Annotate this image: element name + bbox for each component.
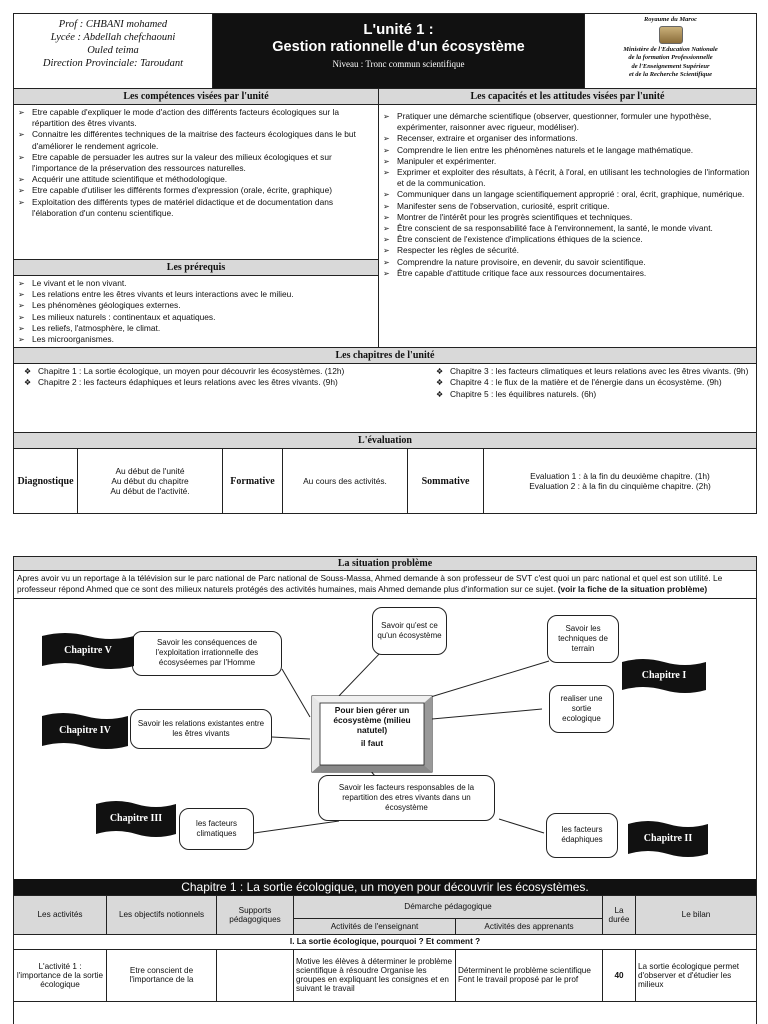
sommative-label: Sommative: [408, 449, 484, 513]
bubble-relations: Savoir les relations existantes entre les êtres vivants: [130, 709, 272, 749]
cell-apprenants: Déterminent le problème scientifique Font le travail proposé par le prof: [456, 949, 603, 1001]
cell-bilan: La sortie écologique permet d'observer et d'étudier les milieux: [636, 949, 757, 1001]
situation-paragraph: Apres avoir vu un reportage à la télévision sur le parc national de Parc national de Souss-Massa, Ahmed demande à son professeur de SVT c'est quoi un parc national et quel est son utilité. Le professeur répond Ahmed que ce sont des milieux naturels protégés des activités humaines, mais Ahmed demande plus d'information sur ce sujet.: [17, 573, 723, 595]
situation-link[interactable]: (voir la fiche de la situation problème): [557, 584, 708, 595]
col-duree: La durée: [603, 895, 636, 934]
situation-title: La situation problème: [14, 557, 756, 571]
list-item: ➢ Communiquer dans un langage scientifiquement approprié : oral, écrit, graphique, numérique.: [383, 189, 752, 200]
situation-text: [14, 571, 756, 598]
list-item: ➢ Exprimer et exploiter des résultats, à l'écrit, à l'oral, en utilisant les technologies de l'information et de la communication.: [383, 167, 752, 189]
bubble-distribution-factors: Savoir les facteurs responsables de la repartition des etres vivants dans un écosystème: [318, 775, 495, 821]
chapitres-list-right: [428, 364, 756, 432]
cell-activite: L'activité 1 : l'importance de la sortie écologique: [14, 949, 107, 1001]
list-item: ➢ Les reliefs, l'atmosphère, le climat.: [18, 323, 374, 334]
ministry-line-1: Ministère de l'Education Nationale: [623, 45, 718, 53]
chapter-item: ❖ Chapitre 2 : les facteurs édaphiques et leurs relations avec les êtres vivants. (9h): [24, 377, 424, 388]
cell-duree: 40: [603, 949, 636, 1001]
moroccan-emblem-icon: [659, 26, 683, 44]
list-item: ➢ Manifester sens de l'observation, curiosité, esprit critique.: [383, 201, 752, 212]
bubble-ecological-outing: realiser une sortie ecologique: [549, 685, 614, 733]
flag-chapitre-2: [628, 821, 708, 857]
list-item: ➢ Connaitre les différentes techniques de la maitrise des facteurs écologiques dans le but d'améliorer le rendement agricole.: [18, 129, 374, 151]
unit-title-block: [213, 14, 584, 88]
bubble-edaphic-factors: les facteurs édaphiques: [546, 813, 618, 858]
unit-number: L'unité 1 :: [363, 21, 434, 38]
bubble-field-techniques: Savoir les techniques de terrain: [547, 615, 619, 663]
situation-sheet: [13, 556, 757, 1024]
teacher-name: Prof : CHBANI mohamed: [58, 19, 168, 30]
chapter1-title: Chapitre 1 : La sortie écologique, un moyen pour découvrir les écosystèmes.: [14, 879, 756, 895]
cell-enseignant: Motive les élèves à déterminer le problème scientifique à résoudre Organise les groupes en expliquant les consignes et en suivant le travail: [294, 949, 456, 1001]
diagnostic-text: [78, 449, 223, 513]
list-item: ➢ Les phénomènes géologiques externes.: [18, 300, 374, 311]
sommative-line: Evaluation 2 : à la fin du cinquième chapitre. (2h): [529, 481, 711, 492]
unit-level: Niveau : Tronc commun scientifique: [332, 59, 465, 69]
capacites-list: [379, 105, 756, 281]
section-heading: I. La sortie écologique, pourquoi ? Et comment ?: [14, 934, 757, 949]
ministry-line-3: de l'Enseignement Supérieur: [631, 62, 710, 70]
diagnostic-line: Au début de l'activité.: [110, 486, 190, 497]
diagnostic-label: Diagnostique: [14, 449, 78, 513]
center-line: il faut: [360, 737, 384, 748]
flag-chapitre-3: [96, 801, 176, 837]
flag-label: Chapitre III: [109, 812, 163, 824]
unit-sheet: [13, 13, 757, 514]
table-row: [14, 949, 757, 1001]
unit-title: Gestion rationnelle d'un écosystème: [272, 39, 525, 55]
list-item: ➢ Les microorganismes.: [18, 334, 374, 345]
chapitres-title: Les chapitres de l'unité: [14, 348, 756, 364]
flag-chapitre-1: [622, 659, 706, 693]
formative-text: Au cours des activités.: [283, 449, 408, 513]
center-line: natutel): [356, 724, 388, 735]
col-objectifs: Les objectifs notionnels: [107, 895, 217, 934]
sommative-text: [484, 449, 756, 513]
flag-chapitre-5: [42, 633, 134, 669]
bubble-climatic-factors: les facteurs climatiques: [179, 808, 254, 850]
competences-list: [14, 105, 378, 259]
list-item: ➢ Le vivant et le non vivant.: [18, 278, 374, 289]
chapitres-list-left: [14, 364, 428, 432]
center-line: écosystème (milieu: [333, 714, 411, 725]
evaluation-title: L'évaluation: [14, 433, 756, 449]
list-item: ➢ Etre capable de persuader les autres sur la valeur des milieux écologiques et sur l'importance de la préservation des ressources naturelles.: [18, 152, 374, 174]
list-item: ➢ Comprendre le lien entre les phénomènes naturels et le langage mathématique.: [383, 145, 752, 156]
list-item: ➢ Être conscient de sa responsabilité face à l'environnement, la santé, le monde vivant.: [383, 223, 752, 234]
chapter-item: ❖ Chapitre 1 : La sortie écologique, un moyen pour découvrir les écosystèmes. (12h): [24, 366, 424, 377]
prerequis-list: [14, 276, 378, 347]
header: [14, 14, 756, 89]
flag-label: Chapitre II: [643, 832, 693, 844]
list-item: ➢ Être capable d'attitude critique face aux ressources documentaires.: [383, 268, 752, 279]
school-town: Ouled teima: [87, 45, 139, 56]
col-supports: Supports pédagogiques: [217, 895, 294, 934]
prerequis-title: Les prérequis: [14, 259, 378, 276]
formative-label: Formative: [223, 449, 283, 513]
concept-diagram: [14, 598, 756, 879]
list-item: ➢ Être conscient de l'existence d'implications éthiques de la science.: [383, 234, 752, 245]
col-apprenants: Activités des apprenants: [456, 918, 603, 934]
ministry-line-4: et de la Recherche Scientifique: [628, 71, 713, 78]
flag-chapitre-4: [42, 713, 128, 749]
col-activites: Les activités: [14, 895, 107, 934]
school-name: Lycée : Abdellah chefchaouni: [50, 32, 176, 43]
list-item: ➢ Etre capable d'utiliser les différents formes d'expression (orale, écrite, graphique): [18, 185, 374, 196]
chapter1-table: [13, 895, 757, 1002]
teacher-info: [14, 14, 213, 88]
list-item: ➢ Pratiquer une démarche scientifique (observer, questionner, formuler une hypothèse, expérimenter, raisonner avec rigueur, modéliser).: [383, 111, 752, 133]
flag-label: Chapitre V: [64, 644, 112, 656]
list-item: ➢ Recenser, extraire et organiser des informations.: [383, 133, 752, 144]
center-line: Pour bien gérer un: [334, 704, 410, 715]
diagnostic-line: Au début du chapitre: [111, 476, 189, 487]
chapter-item: ❖ Chapitre 3 : les facteurs climatiques et leurs relations avec les êtres vivants. (9h): [436, 366, 752, 377]
chapter-item: ❖ Chapitre 4 : le flux de la matière et de l'énergie dans un écosystème. (9h): [436, 377, 752, 388]
bubble-consequences: Savoir les conséquences de l'exploitation irrationnelle des écosyséemes par l'Homme: [132, 631, 282, 676]
cell-support: [217, 949, 294, 1001]
direction-name: Direction Provinciale: Taroudant: [42, 58, 184, 69]
col-bilan: Le bilan: [636, 895, 757, 934]
ministry-line-2: de la formation Professionnelle: [628, 54, 713, 61]
list-item: ➢ Les relations entre les êtres vivants et leurs interactions avec le milieu.: [18, 289, 374, 300]
col-enseignant: Activités de l'enseignant: [294, 918, 456, 934]
list-item: ➢ Acquérir une attitude scientifique et méthodologique.: [18, 174, 374, 185]
col-demarche: Démarche pédagogique: [294, 895, 603, 918]
cell-objectif: Etre conscient de l'importance de la: [107, 949, 217, 1001]
kingdom-label: Royaume du Maroc: [643, 16, 698, 23]
diagnostic-line: Au début de l'unité: [115, 466, 185, 477]
list-item: ➢ Montrer de l'intérêt pour les progrès scientifiques et techniques.: [383, 212, 752, 223]
diagram-center-text: [320, 705, 424, 748]
evaluation-row: [14, 449, 756, 513]
list-item: ➢ Exploitation des différents types de matériel didactique et de documentation dans l'élaboration d'un contenu scientifique.: [18, 197, 374, 219]
competences-title: Les compétences visées par l'unité: [14, 89, 378, 105]
list-item: ➢ Manipuler et expérimenter.: [383, 156, 752, 167]
chapter-item: ❖ Chapitre 5 : les équilibres naturels. (6h): [436, 389, 752, 400]
ministry-block: [584, 14, 756, 88]
list-item: ➢ Etre capable d'expliquer le mode d'action des différents facteurs écologiques sur la répartition des êtres vivants.: [18, 107, 374, 129]
flag-label: Chapitre I: [641, 669, 687, 681]
bubble-what-is-ecosystem: Savoir qu'est ce qu'un écosystème: [372, 607, 447, 655]
sommative-line: Evaluation 1 : à la fin du deuxième chapitre. (1h): [530, 471, 710, 482]
list-item: ➢ Respecter les règles de sécurité.: [383, 245, 752, 256]
flag-label: Chapitre IV: [59, 724, 111, 736]
list-item: ➢ Les milieux naturels : continentaux et aquatiques.: [18, 312, 374, 323]
capacites-title: Les capacités et les attitudes visées par l'unité: [379, 89, 756, 105]
list-item: ➢ Comprendre la nature provisoire, en devenir, du savoir scientifique.: [383, 257, 752, 268]
